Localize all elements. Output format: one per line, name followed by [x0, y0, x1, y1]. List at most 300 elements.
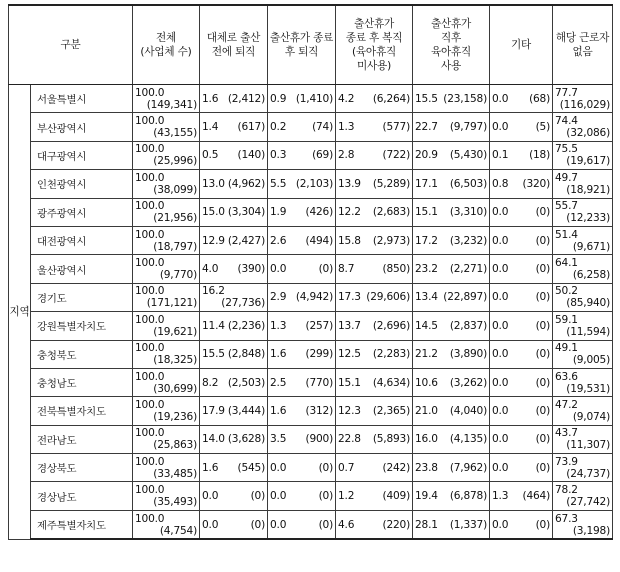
- cell-total: [133, 113, 200, 141]
- cell-percent: 78.2: [555, 484, 578, 497]
- cell-percent: 15.5: [415, 92, 438, 105]
- cell-count: (409): [382, 490, 411, 503]
- cell-percent: 47.2: [555, 398, 578, 411]
- cell-total: [133, 397, 200, 425]
- cell-count: (0): [318, 263, 334, 276]
- cell-percent: 50.2: [555, 285, 578, 298]
- cell-count: (3,304): [227, 206, 266, 219]
- cell-count: (69): [312, 149, 334, 162]
- cell-count: (38,099): [153, 183, 198, 196]
- cell-percent: 100.0: [135, 370, 165, 383]
- col-total-header: 전체 (사업체 수): [133, 5, 200, 85]
- cell-percent: 0.0: [492, 404, 509, 417]
- cell-total: [133, 510, 200, 539]
- cell-count: (7,962): [449, 461, 488, 474]
- cell-quit-before-birth: [200, 454, 268, 482]
- cell-percent: 0.0: [492, 291, 509, 304]
- cell-parental-leave: [413, 454, 490, 482]
- cell-count: (5,430): [449, 149, 488, 162]
- cell-count: (0): [535, 319, 551, 332]
- region-cell: 인천광역시: [31, 170, 133, 198]
- cell-count: (27,742): [566, 496, 611, 509]
- cell-count: (257): [305, 319, 334, 332]
- col-quit-after-leave-header: 출산휴가 종료 후 퇴직: [268, 5, 336, 85]
- cell-count: (2,683): [372, 206, 411, 219]
- table-row: [9, 141, 613, 169]
- cell-total: [133, 283, 200, 311]
- cell-quit-after-leave: [268, 454, 336, 482]
- cell-total: [133, 226, 200, 254]
- cell-quit-before-birth: [200, 510, 268, 539]
- cell-percent: 21.2: [415, 348, 438, 361]
- cell-percent: 0.7: [338, 461, 355, 474]
- region-cell: 부산광역시: [31, 113, 133, 141]
- cell-count: (3,890): [449, 348, 488, 361]
- cell-count: (9,797): [449, 121, 488, 134]
- cell-none: [553, 283, 613, 311]
- cell-count: (25,863): [153, 439, 198, 452]
- cell-count: (0): [535, 461, 551, 474]
- cell-quit-after-leave: [268, 482, 336, 510]
- cell-percent: 100.0: [135, 86, 165, 99]
- cell-percent: 2.6: [270, 234, 287, 247]
- cell-percent: 51.4: [555, 228, 578, 241]
- cell-percent: 15.8: [338, 234, 361, 247]
- cell-percent: 2.8: [338, 149, 355, 162]
- cell-quit-after-leave: [268, 283, 336, 311]
- cell-none: [553, 454, 613, 482]
- cell-count: (426): [305, 206, 334, 219]
- col-quit-before-birth-header: 대체로 출산 전에 퇴직: [200, 5, 268, 85]
- cell-total: [133, 170, 200, 198]
- cell-percent: 1.6: [202, 92, 219, 105]
- cell-percent: 63.6: [555, 370, 578, 383]
- cell-percent: 0.0: [270, 518, 287, 531]
- cell-other: [490, 85, 553, 113]
- cell-return-no-parental: [336, 340, 413, 368]
- cell-count: (3,262): [449, 376, 488, 389]
- cell-count: (312): [305, 404, 334, 417]
- table-row: [9, 397, 613, 425]
- cell-count: (6,264): [372, 92, 411, 105]
- cell-count: (242): [382, 461, 411, 474]
- cell-count: (19,621): [153, 325, 198, 338]
- cell-count: (11,594): [566, 325, 611, 338]
- cell-count: (2,427): [227, 234, 266, 247]
- cell-return-no-parental: [336, 368, 413, 396]
- cell-other: [490, 340, 553, 368]
- cell-parental-leave: [413, 510, 490, 539]
- cell-percent: 1.3: [270, 319, 287, 332]
- cell-percent: 0.0: [492, 319, 509, 332]
- cell-percent: 0.0: [492, 121, 509, 134]
- region-cell: 경상남도: [31, 482, 133, 510]
- table-row: [9, 482, 613, 510]
- cell-quit-after-leave: [268, 425, 336, 453]
- cell-count: (32,086): [566, 127, 611, 140]
- cell-count: (149,341): [146, 98, 198, 111]
- cell-count: (171,121): [146, 297, 198, 310]
- cell-return-no-parental: [336, 425, 413, 453]
- cell-percent: 0.0: [492, 206, 509, 219]
- cell-percent: 67.3: [555, 512, 578, 525]
- cell-percent: 0.0: [492, 263, 509, 276]
- cell-percent: 14.5: [415, 319, 438, 332]
- cell-count: (74): [312, 121, 334, 134]
- cell-count: (4,942): [295, 291, 334, 304]
- cell-count: (30,699): [153, 382, 198, 395]
- cell-count: (722): [382, 149, 411, 162]
- col-other-header: 기타: [490, 5, 553, 85]
- cell-count: (4,962): [227, 177, 266, 190]
- cell-percent: 4.0: [202, 263, 219, 276]
- cell-count: (9,671): [572, 240, 611, 253]
- cell-percent: 0.2: [270, 121, 287, 134]
- region-cell: 광주광역시: [31, 198, 133, 226]
- cell-other: [490, 397, 553, 425]
- cell-percent: 17.3: [338, 291, 361, 304]
- cell-count: (3,198): [572, 524, 611, 537]
- cell-percent: 100.0: [135, 257, 165, 270]
- cell-percent: 0.0: [492, 518, 509, 531]
- cell-parental-leave: [413, 368, 490, 396]
- cell-count: (464): [522, 490, 551, 503]
- cell-count: (2,503): [227, 376, 266, 389]
- region-cell: 제주특별자치도: [31, 510, 133, 539]
- cell-percent: 1.6: [270, 404, 287, 417]
- cell-count: (4,634): [372, 376, 411, 389]
- cell-count: (18): [529, 149, 551, 162]
- cell-quit-after-leave: [268, 340, 336, 368]
- cell-count: (19,617): [566, 155, 611, 168]
- cell-return-no-parental: [336, 226, 413, 254]
- cell-percent: 20.9: [415, 149, 438, 162]
- cell-count: (68): [529, 92, 551, 105]
- cell-percent: 0.0: [492, 92, 509, 105]
- cell-percent: 1.3: [338, 121, 355, 134]
- cell-percent: 4.6: [338, 518, 355, 531]
- cell-count: (6,258): [572, 269, 611, 282]
- cell-parental-leave: [413, 226, 490, 254]
- cell-count: (1,410): [295, 92, 334, 105]
- cell-percent: 1.6: [270, 348, 287, 361]
- cell-return-no-parental: [336, 113, 413, 141]
- cell-count: (220): [382, 518, 411, 531]
- cell-count: (19,531): [566, 382, 611, 395]
- cell-count: (140): [237, 149, 266, 162]
- table-row: [9, 255, 613, 283]
- col-none-header: 해당 근로자 없음: [553, 5, 613, 85]
- cell-percent: 100.0: [135, 285, 165, 298]
- cell-quit-before-birth: [200, 482, 268, 510]
- cell-parental-leave: [413, 312, 490, 340]
- region-cell: 전북특별자치도: [31, 397, 133, 425]
- cell-percent: 100.0: [135, 398, 165, 411]
- cell-percent: 5.5: [270, 177, 287, 190]
- cell-percent: 100.0: [135, 512, 165, 525]
- cell-other: [490, 368, 553, 396]
- col-return-no-parental-header: 출산휴가 종료 후 복직 (육아휴직 미사용): [336, 5, 413, 85]
- cell-total: [133, 340, 200, 368]
- cell-count: (617): [237, 121, 266, 134]
- cell-quit-after-leave: [268, 141, 336, 169]
- table-row: [9, 425, 613, 453]
- cell-other: [490, 425, 553, 453]
- cell-none: [553, 85, 613, 113]
- cell-percent: 15.5: [202, 348, 225, 361]
- cell-total: [133, 312, 200, 340]
- cell-quit-before-birth: [200, 226, 268, 254]
- cell-percent: 17.1: [415, 177, 438, 190]
- cell-count: (3,628): [227, 433, 266, 446]
- cell-total: [133, 454, 200, 482]
- cell-count: (1,337): [449, 518, 488, 531]
- cell-return-no-parental: [336, 454, 413, 482]
- cell-count: (5): [535, 121, 551, 134]
- group-label: 지역: [9, 85, 31, 540]
- cell-count: (9,770): [159, 269, 198, 282]
- cell-parental-leave: [413, 397, 490, 425]
- statistics-table: [8, 4, 613, 540]
- cell-quit-after-leave: [268, 198, 336, 226]
- cell-percent: 43.7: [555, 427, 578, 440]
- cell-count: (6,503): [449, 177, 488, 190]
- table-row: [9, 510, 613, 539]
- cell-count: (5,289): [372, 177, 411, 190]
- cell-count: (116,029): [559, 98, 611, 111]
- cell-return-no-parental: [336, 255, 413, 283]
- cell-percent: 11.4: [202, 319, 225, 332]
- table-container: [8, 4, 612, 540]
- cell-percent: 12.5: [338, 348, 361, 361]
- cell-count: (0): [250, 518, 266, 531]
- cell-percent: 49.1: [555, 342, 578, 355]
- cell-quit-before-birth: [200, 397, 268, 425]
- cell-count: (3,310): [449, 206, 488, 219]
- cell-parental-leave: [413, 255, 490, 283]
- cell-percent: 22.7: [415, 121, 438, 134]
- cell-count: (0): [535, 263, 551, 276]
- cell-percent: 75.5: [555, 143, 578, 156]
- cell-other: [490, 141, 553, 169]
- cell-total: [133, 141, 200, 169]
- region-cell: 경기도: [31, 283, 133, 311]
- cell-total: [133, 482, 200, 510]
- cell-percent: 74.4: [555, 115, 578, 128]
- cell-count: (2,837): [449, 319, 488, 332]
- cell-count: (29,606): [366, 291, 411, 304]
- cell-count: (35,493): [153, 496, 198, 509]
- cell-percent: 8.2: [202, 376, 219, 389]
- cell-percent: 100.0: [135, 200, 165, 213]
- cell-none: [553, 510, 613, 539]
- cell-return-no-parental: [336, 397, 413, 425]
- cell-percent: 15.1: [338, 376, 361, 389]
- cell-return-no-parental: [336, 198, 413, 226]
- cell-percent: 19.4: [415, 490, 438, 503]
- cell-percent: 100.0: [135, 342, 165, 355]
- cell-quit-before-birth: [200, 170, 268, 198]
- region-cell: 강원특별자치도: [31, 312, 133, 340]
- cell-quit-after-leave: [268, 113, 336, 141]
- cell-count: (4,754): [159, 524, 198, 537]
- cell-total: [133, 255, 200, 283]
- region-cell: 경상북도: [31, 454, 133, 482]
- cell-percent: 100.0: [135, 484, 165, 497]
- table-row: [9, 340, 613, 368]
- cell-parental-leave: [413, 85, 490, 113]
- cell-quit-after-leave: [268, 368, 336, 396]
- cell-count: (4,135): [449, 433, 488, 446]
- cell-percent: 8.7: [338, 263, 355, 276]
- cell-percent: 0.0: [492, 433, 509, 446]
- cell-count: (2,283): [372, 348, 411, 361]
- table-row: [9, 226, 613, 254]
- cell-percent: 0.0: [492, 348, 509, 361]
- cell-count: (2,103): [295, 177, 334, 190]
- region-cell: 전라남도: [31, 425, 133, 453]
- cell-return-no-parental: [336, 312, 413, 340]
- cell-percent: 13.0: [202, 177, 225, 190]
- cell-percent: 2.5: [270, 376, 287, 389]
- cell-count: (4,040): [449, 404, 488, 417]
- cell-percent: 100.0: [135, 228, 165, 241]
- cell-percent: 0.0: [492, 234, 509, 247]
- cell-percent: 77.7: [555, 86, 578, 99]
- cell-percent: 59.1: [555, 313, 578, 326]
- cell-count: (2,412): [227, 92, 266, 105]
- table-row: [9, 454, 613, 482]
- cell-count: (5,893): [372, 433, 411, 446]
- cell-quit-before-birth: [200, 340, 268, 368]
- cell-count: (2,848): [227, 348, 266, 361]
- table-row: [9, 113, 613, 141]
- table-row: [9, 368, 613, 396]
- table-row: [9, 283, 613, 311]
- cell-total: [133, 85, 200, 113]
- table-body: [9, 85, 613, 540]
- cell-count: (545): [237, 461, 266, 474]
- cell-none: [553, 170, 613, 198]
- cell-none: [553, 255, 613, 283]
- cell-return-no-parental: [336, 283, 413, 311]
- cell-none: [553, 141, 613, 169]
- cell-count: (18,797): [153, 240, 198, 253]
- cell-count: (2,271): [449, 263, 488, 276]
- cell-other: [490, 198, 553, 226]
- cell-count: (0): [535, 518, 551, 531]
- cell-percent: 0.0: [270, 490, 287, 503]
- cell-percent: 17.9: [202, 404, 225, 417]
- cell-percent: 0.0: [492, 376, 509, 389]
- cell-none: [553, 226, 613, 254]
- cell-percent: 2.9: [270, 291, 287, 304]
- cell-other: [490, 283, 553, 311]
- cell-percent: 1.4: [202, 121, 219, 134]
- region-cell: 충청남도: [31, 368, 133, 396]
- cell-parental-leave: [413, 113, 490, 141]
- cell-none: [553, 425, 613, 453]
- cell-percent: 1.9: [270, 206, 287, 219]
- cell-parental-leave: [413, 340, 490, 368]
- cell-count: (11,307): [566, 439, 611, 452]
- cell-percent: 0.0: [202, 518, 219, 531]
- region-cell: 울산광역시: [31, 255, 133, 283]
- cell-quit-before-birth: [200, 425, 268, 453]
- cell-count: (0): [250, 490, 266, 503]
- cell-percent: 23.8: [415, 461, 438, 474]
- cell-percent: 100.0: [135, 313, 165, 326]
- cell-other: [490, 113, 553, 141]
- cell-quit-after-leave: [268, 312, 336, 340]
- cell-parental-leave: [413, 141, 490, 169]
- cell-percent: 4.2: [338, 92, 355, 105]
- cell-percent: 0.5: [202, 149, 219, 162]
- cell-percent: 13.4: [415, 291, 438, 304]
- cell-return-no-parental: [336, 170, 413, 198]
- cell-percent: 100.0: [135, 143, 165, 156]
- cell-percent: 3.5: [270, 433, 287, 446]
- cell-percent: 22.8: [338, 433, 361, 446]
- cell-count: (0): [535, 433, 551, 446]
- cell-quit-after-leave: [268, 170, 336, 198]
- cell-percent: 13.7: [338, 319, 361, 332]
- cell-count: (24,737): [566, 467, 611, 480]
- cell-parental-leave: [413, 283, 490, 311]
- cell-count: (18,325): [153, 354, 198, 367]
- cell-count: (299): [305, 348, 334, 361]
- cell-percent: 10.6: [415, 376, 438, 389]
- cell-count: (19,236): [153, 410, 198, 423]
- cell-count: (577): [382, 121, 411, 134]
- cell-none: [553, 113, 613, 141]
- header-row: [9, 5, 613, 85]
- cell-quit-before-birth: [200, 141, 268, 169]
- cell-percent: 1.6: [202, 461, 219, 474]
- region-cell: 대구광역시: [31, 141, 133, 169]
- cell-percent: 0.9: [270, 92, 287, 105]
- cell-count: (21,956): [153, 212, 198, 225]
- table-row: [9, 312, 613, 340]
- cell-none: [553, 482, 613, 510]
- cell-quit-after-leave: [268, 397, 336, 425]
- cell-quit-before-birth: [200, 312, 268, 340]
- cell-other: [490, 510, 553, 539]
- cell-count: (2,696): [372, 319, 411, 332]
- cell-count: (2,973): [372, 234, 411, 247]
- table-row: [9, 170, 613, 198]
- cell-total: [133, 198, 200, 226]
- cell-count: (0): [535, 206, 551, 219]
- region-cell: 충청북도: [31, 340, 133, 368]
- cell-return-no-parental: [336, 85, 413, 113]
- cell-percent: 100.0: [135, 455, 165, 468]
- cell-percent: 14.0: [202, 433, 225, 446]
- cell-quit-after-leave: [268, 255, 336, 283]
- cell-percent: 100.0: [135, 171, 165, 184]
- category-header: 구분: [9, 5, 133, 85]
- cell-percent: 0.0: [270, 263, 287, 276]
- cell-quit-before-birth: [200, 198, 268, 226]
- cell-count: (43,155): [153, 127, 198, 140]
- cell-none: [553, 340, 613, 368]
- cell-other: [490, 312, 553, 340]
- cell-percent: 13.9: [338, 177, 361, 190]
- cell-percent: 15.1: [415, 206, 438, 219]
- cell-percent: 73.9: [555, 455, 578, 468]
- cell-count: (33,485): [153, 467, 198, 480]
- cell-parental-leave: [413, 170, 490, 198]
